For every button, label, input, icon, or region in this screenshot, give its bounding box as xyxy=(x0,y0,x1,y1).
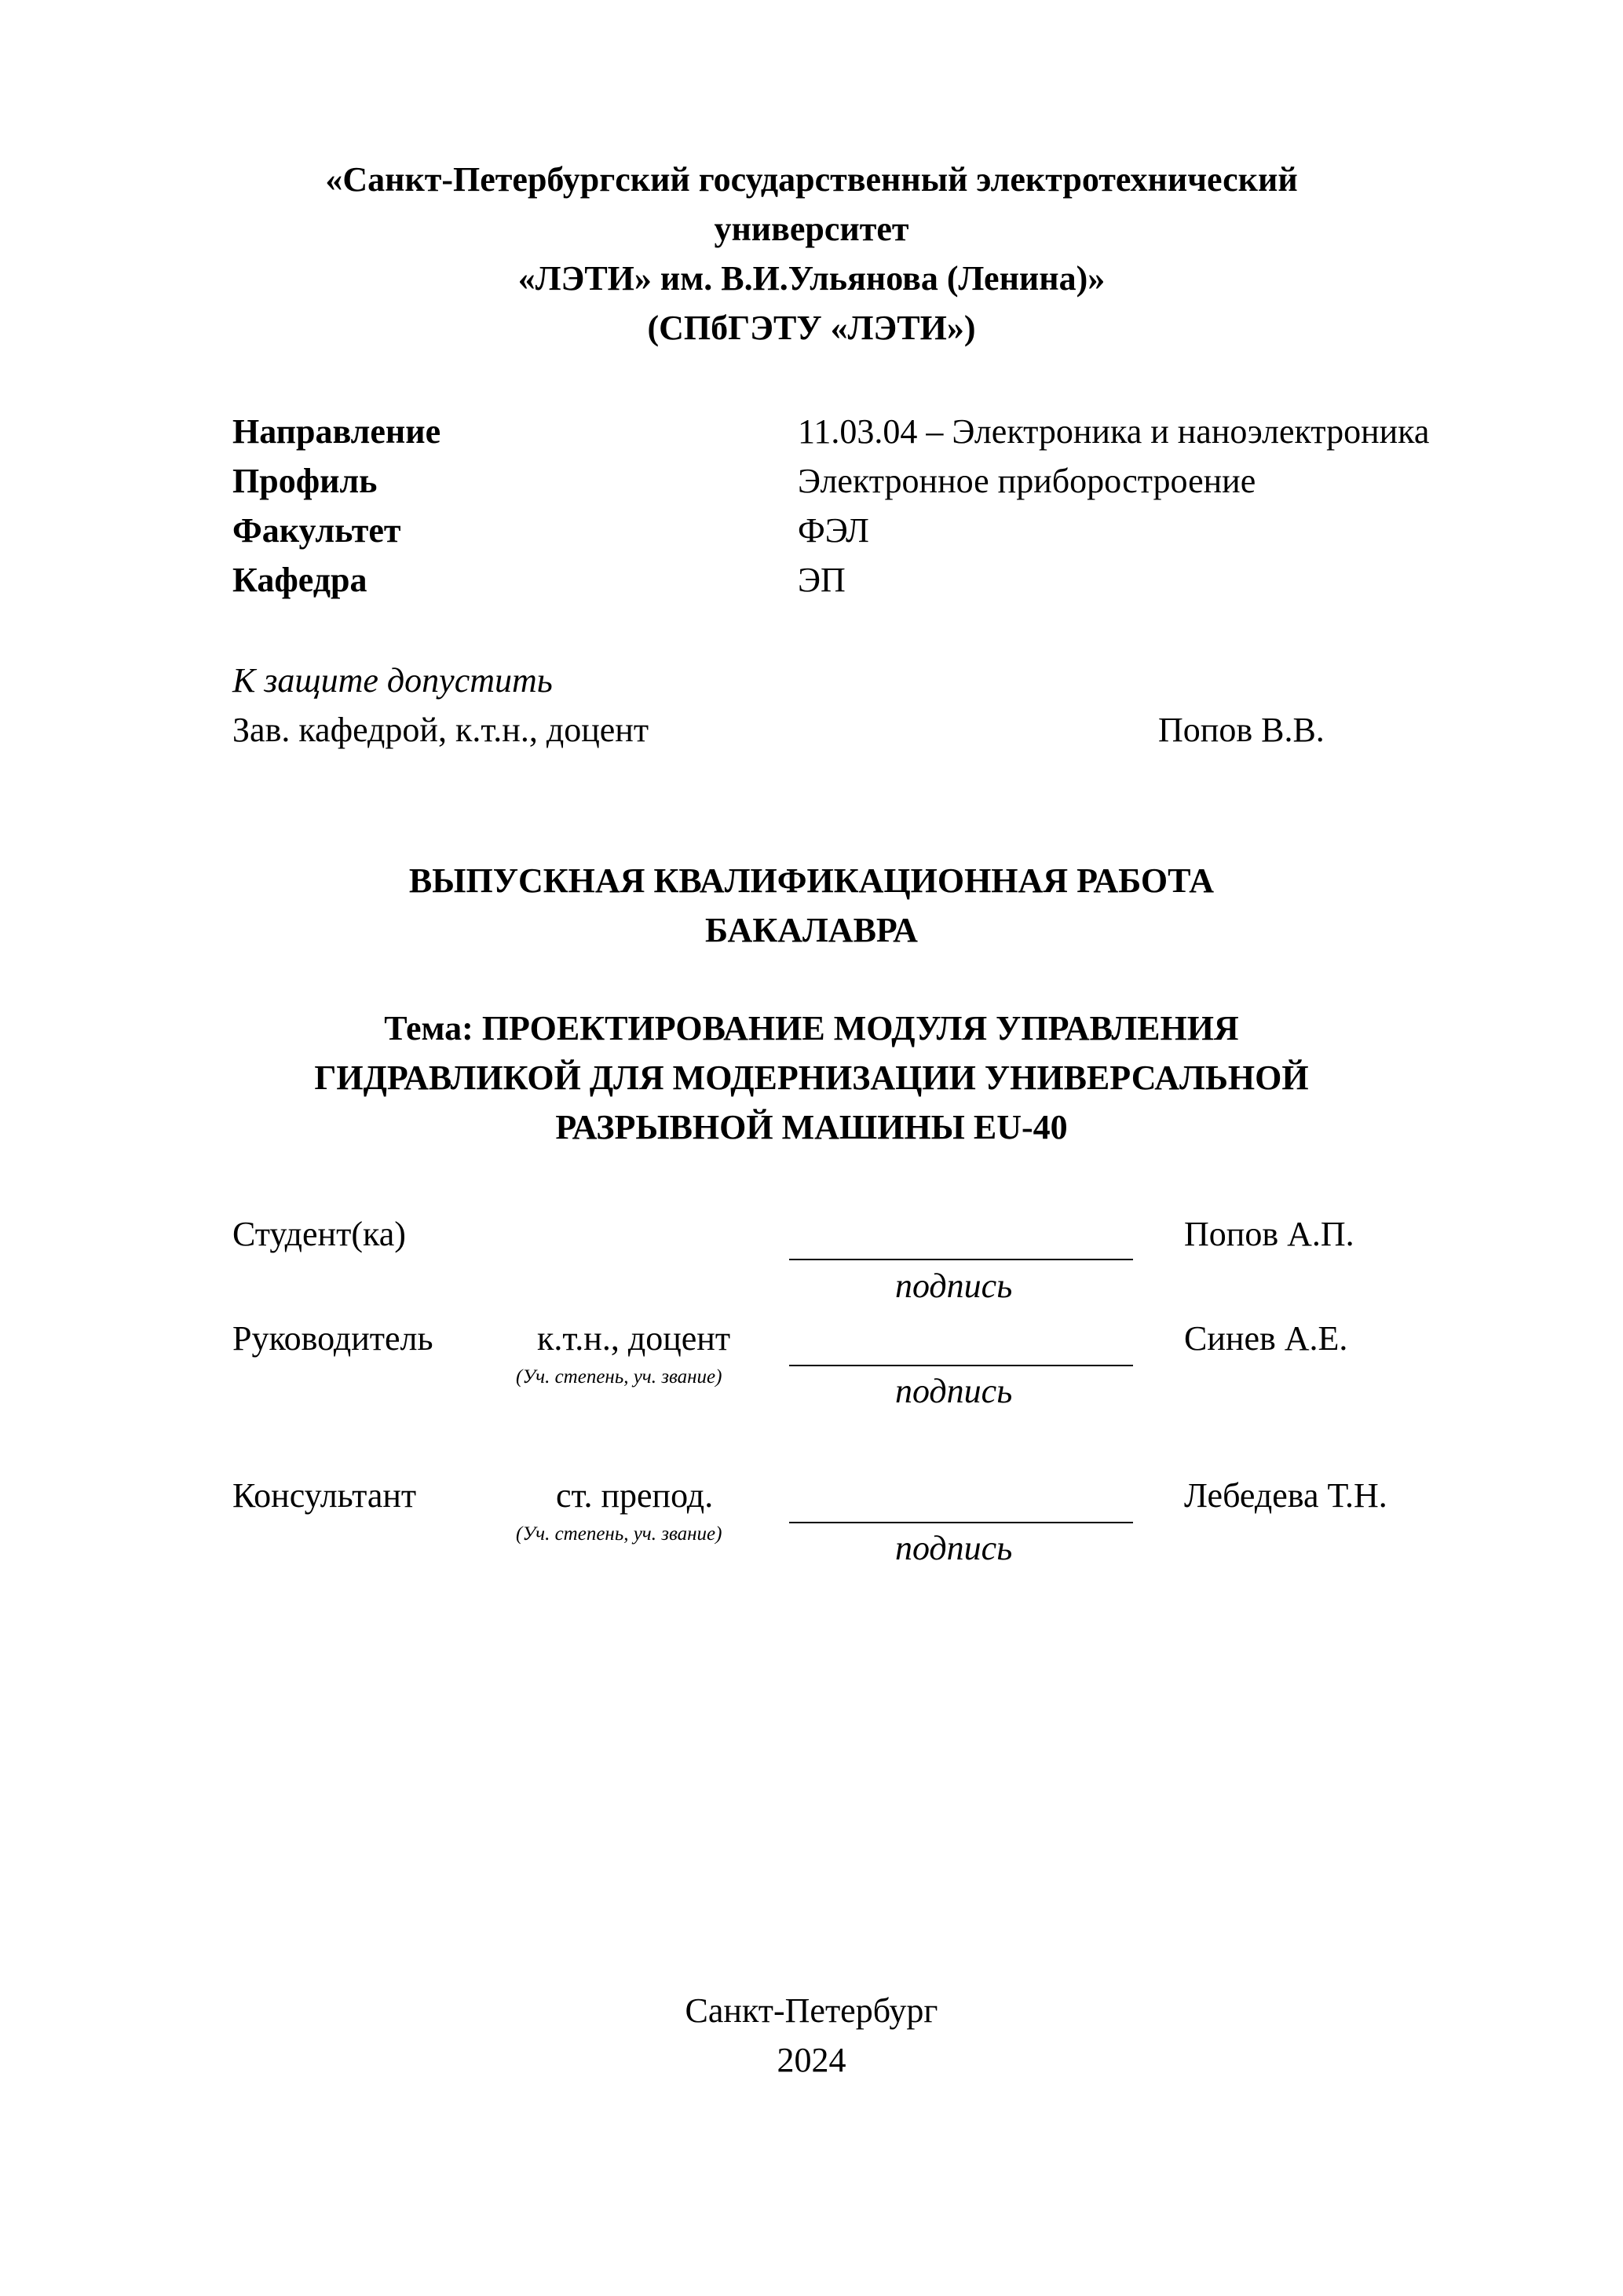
university-header xyxy=(0,155,1623,353)
work-title-line2: БАКАЛАВРА xyxy=(705,911,918,949)
info-label-direction: Направление xyxy=(232,412,441,451)
approval-name: Попов В.В. xyxy=(1158,711,1325,749)
student-signature-caption: подпись xyxy=(895,1267,1013,1305)
consultant-role: Консультант xyxy=(232,1476,417,1515)
work-topic-line2: ГИДРАВЛИКОЙ ДЛЯ МОДЕРНИЗАЦИИ УНИВЕРСАЛЬНОЙ xyxy=(314,1058,1309,1097)
supervisor-degree: к.т.н., доцент xyxy=(537,1319,731,1358)
university-name-line2: университет xyxy=(714,210,909,248)
student-name: Попов А.П. xyxy=(1184,1215,1354,1253)
footer xyxy=(0,1986,1623,2085)
university-abbreviation: (СПбГЭТУ «ЛЭТИ») xyxy=(647,309,976,347)
consultant-name: Лебедева Т.Н. xyxy=(1184,1476,1387,1515)
info-label-faculty: Факультет xyxy=(232,511,401,550)
supervisor-role: Руководитель xyxy=(232,1319,433,1358)
supervisor-name: Синев А.Е. xyxy=(1184,1319,1348,1358)
info-value-faculty: ФЭЛ xyxy=(798,511,869,550)
consultant-degree: ст. препод. xyxy=(556,1476,714,1515)
consultant-degree-hint: (Уч. степень, уч. звание) xyxy=(516,1523,722,1545)
student-signature-line xyxy=(789,1259,1133,1260)
info-value-direction: 11.03.04 – Электроника и наноэлектроника xyxy=(798,412,1430,451)
work-topic-line1 xyxy=(0,1004,1623,1053)
supervisor-signature-caption: подпись xyxy=(895,1372,1013,1410)
info-value-department: ЭП xyxy=(798,561,846,599)
info-label-profile: Профиль xyxy=(232,462,378,500)
university-name-line1: «Санкт-Петербургский государственный электротехнический xyxy=(325,160,1298,199)
student-role: Студент(ка) xyxy=(232,1215,406,1253)
approval-position: Зав. кафедрой, к.т.н., доцент xyxy=(232,711,649,749)
topic-prefix: Тема: xyxy=(384,1009,473,1047)
supervisor-degree-hint: (Уч. степень, уч. звание) xyxy=(516,1366,722,1387)
info-value-profile: Электронное приборостроение xyxy=(798,462,1256,500)
work-title xyxy=(0,856,1623,955)
university-name-line3: «ЛЭТИ» им. В.И.Ульянова (Ленина)» xyxy=(517,259,1106,298)
work-title-line1: ВЫПУСКНАЯ КВАЛИФИКАЦИОННАЯ РАБОТА xyxy=(408,861,1215,900)
footer-city: Санкт-Петербург xyxy=(685,1991,938,2030)
topic-text-line1: ПРОЕКТИРОВАНИЕ МОДУЛЯ УПРАВЛЕНИЯ xyxy=(481,1009,1239,1047)
work-topic xyxy=(0,1004,1623,1152)
consultant-signature-caption: подпись xyxy=(895,1529,1013,1567)
approval-title: К защите допустить xyxy=(232,661,553,700)
footer-year: 2024 xyxy=(777,2041,846,2079)
work-topic-line3: РАЗРЫВНОЙ МАШИНЫ EU-40 xyxy=(555,1108,1068,1146)
info-label-department: Кафедра xyxy=(232,561,367,599)
